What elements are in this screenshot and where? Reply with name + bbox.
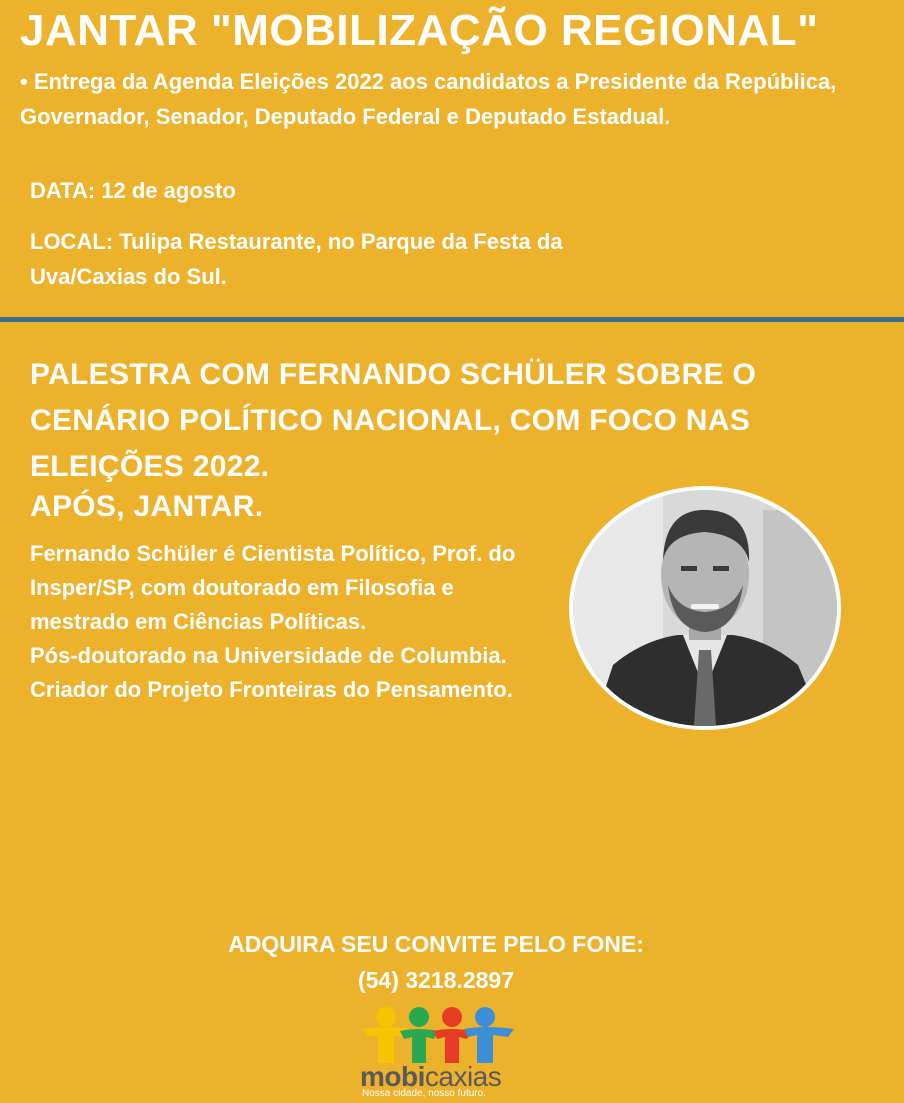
event-bullet: • Entrega da Agenda Eleições 2022 aos candidatos a Presidente da República, Governador, Senador, Deputado Federal e Deputado Estadual. <box>20 69 837 129</box>
talk-headline: PALESTRA COM FERNANDO SCHÜLER SOBRE O CENÁRIO POLÍTICO NACIONAL, COM FOCO NAS ELEIÇÕES 2022. <box>30 358 757 483</box>
talk-after: APÓS, JANTAR. <box>30 490 264 523</box>
person-blue-icon <box>464 1007 514 1063</box>
section-divider <box>0 317 904 322</box>
ticket-cta-label: ADQUIRA SEU CONVITE PELO FONE: <box>228 931 644 957</box>
speaker-portrait-illustration <box>573 490 837 726</box>
event-date: DATA: 12 de agosto <box>30 178 236 203</box>
logo-wordmark-bold: mobi <box>360 1061 425 1092</box>
event-location: LOCAL: Tulipa Restaurante, no Parque da Festa da Uva/Caxias do Sul. <box>30 229 563 289</box>
people-group-icon <box>358 1003 518 1065</box>
person-red-icon <box>433 1007 471 1063</box>
speaker-photo <box>569 486 841 730</box>
logo-wordmark-light: caxias <box>424 1061 502 1092</box>
ticket-phone-number[interactable]: (54) 3218.2897 <box>357 967 514 993</box>
event-title: JANTAR "MOBILIZAÇÃO REGIONAL" <box>20 6 819 55</box>
mobicaxias-logo <box>358 1003 518 1101</box>
logo-tagline: Nossa cidade, nosso futuro. <box>362 1088 486 1099</box>
speaker-bio-paragraph-2: Pós-doutorado na Universidade de Columbia. Criador do Projeto Fronteiras do Pensamento. <box>30 643 513 702</box>
person-green-icon <box>400 1007 438 1063</box>
speaker-bio <box>30 537 550 707</box>
speaker-bio-paragraph-1: Fernando Schüler é Cientista Político, Prof. do Insper/SP, com doutorado em Filosofia e mestrado em Ciências Políticas. <box>30 541 516 634</box>
ticket-cta <box>0 926 872 998</box>
